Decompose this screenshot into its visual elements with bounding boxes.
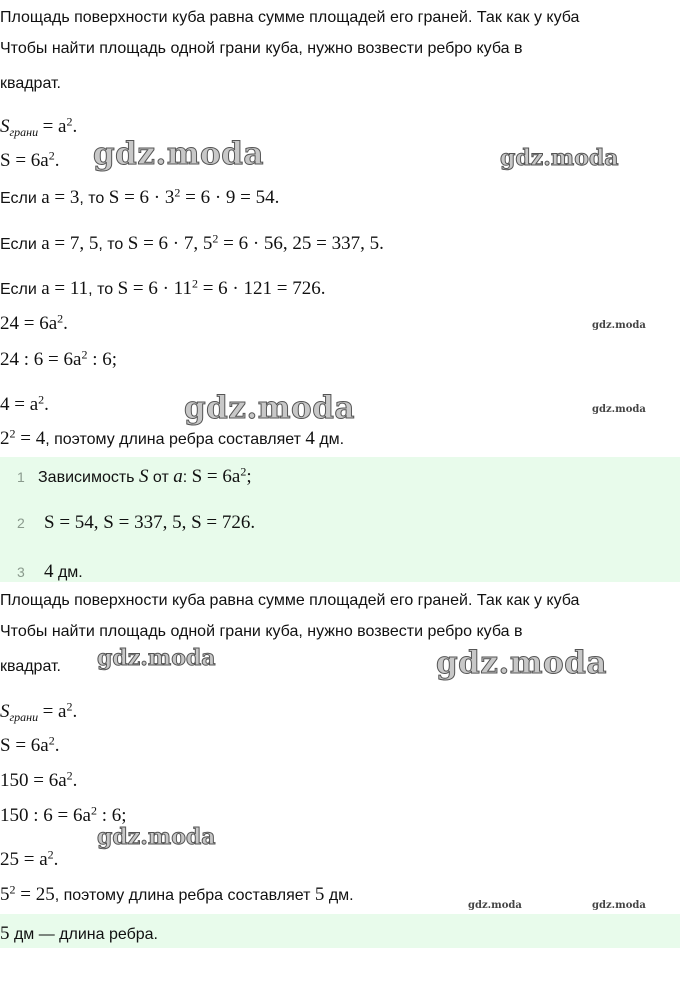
- equation2-3: $25 = a^2$.: [0, 847, 59, 870]
- final-answer-text: 5 дм — длина ребра.: [0, 923, 158, 944]
- equation2-2: 150 : $6 = 6a^2$ : 6;: [0, 803, 127, 826]
- intro-line-3: квадрат.: [0, 75, 61, 92]
- final-answer-block: [0, 914, 680, 948]
- intro2-line-2: Чтобы найти площадь одной грани куба, нужно возвести ребро куба в: [0, 623, 523, 640]
- case-line-2: Если a = 7, 5, то S = 6 · 7, $5^2 = 6 \cdot 56$, 25 = 337, 5.: [0, 231, 384, 254]
- intro-line-2: Чтобы найти площадь одной грани куба, нужно возвести ребро куба в: [0, 40, 523, 57]
- formula2-face-area: $S_{грани} = a^2$.: [0, 699, 78, 724]
- watermark-logo: gdz.moda: [97, 824, 216, 850]
- equation-4: $2^2 = 4$, поэтому длина ребра составляет 4 дм.: [0, 426, 345, 449]
- watermark-logo: gdz.moda: [468, 900, 522, 911]
- watermark-logo: gdz.moda: [592, 320, 646, 331]
- formula2-total-area: $S = 6a^2$.: [0, 733, 60, 756]
- equation2-1: $150 = 6a^2$.: [0, 768, 78, 791]
- formula-face-area: $S_{грани} = a^2$.: [0, 114, 78, 139]
- answers-block: 1 Зависимость S от a: $S = 6a^2$; 2 S = 54, S = 337, 5, S = 726. 3 4 дм.: [0, 457, 680, 582]
- watermark-logo: gdz.moda: [592, 404, 646, 415]
- intro2-line-1: Площадь поверхности куба равна сумме площадей его граней. Так как у куба: [0, 592, 580, 609]
- formula-total-area: $S = 6a^2$.: [0, 148, 60, 171]
- watermark-logo: gdz.moda: [93, 136, 264, 172]
- intro-line-1: Площадь поверхности куба равна сумме площадей его граней. Так как у куба: [0, 9, 580, 26]
- equation-2: 24 : $6 = 6a^2$ : 6;: [0, 347, 117, 370]
- case-line-3: Если a = 11, то $S = 6 \cdot 11^2 = 6 \cdot 121 = 726$.: [0, 276, 326, 299]
- watermark-logo: gdz.moda: [436, 645, 607, 681]
- equation-1: $24 = 6a^2$.: [0, 311, 68, 334]
- watermark-logo: gdz.moda: [97, 645, 216, 671]
- case-line-1: Если a = 3, то $S = 6 \cdot 3^2 = 6 \cdot 9 = 54$.: [0, 185, 280, 208]
- watermark-logo: gdz.moda: [500, 145, 619, 171]
- watermark-logo: gdz.moda: [592, 900, 646, 911]
- intro2-line-3: квадрат.: [0, 658, 61, 675]
- equation-3: $4 = a^2$.: [0, 392, 49, 415]
- equation2-4: $5^2 = 25$, поэтому длина ребра составляет 5 дм.: [0, 882, 354, 905]
- watermark-logo: gdz.moda: [184, 390, 355, 426]
